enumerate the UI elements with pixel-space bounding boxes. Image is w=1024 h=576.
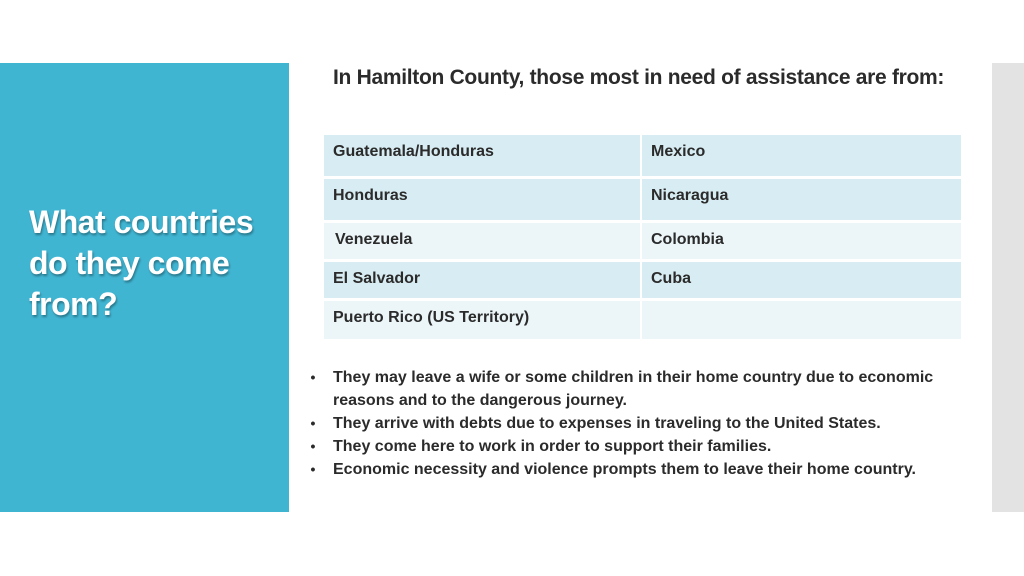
table-row — [324, 262, 963, 301]
right-strip — [992, 63, 1024, 512]
table-cell — [642, 301, 961, 339]
slide-title: What countries do they come from? — [29, 204, 254, 322]
table-cell: Guatemala/Honduras — [324, 135, 642, 176]
table-cell: Cuba — [642, 262, 961, 298]
list-item — [307, 435, 947, 458]
bullet-icon: • — [310, 369, 316, 385]
list-item — [307, 412, 947, 435]
table-row — [324, 223, 963, 262]
table-row — [324, 301, 963, 339]
table-cell: Nicaragua — [642, 179, 961, 220]
bullet-icon: • — [310, 438, 316, 454]
table-cell: Mexico — [642, 135, 961, 176]
list-item — [307, 458, 947, 481]
table-cell: El Salvador — [324, 262, 642, 298]
bullet-icon: • — [310, 415, 316, 431]
table-cell: Colombia — [642, 223, 961, 259]
bullet-icon: • — [310, 461, 316, 477]
table-cell: Honduras — [324, 179, 642, 220]
list-item-text: They come here to work in order to support their families. — [333, 438, 772, 455]
table-row — [324, 179, 963, 223]
list-item-text: They may leave a wife or some children in their home country due to economic reasons and to the dangerous journey. — [333, 369, 934, 409]
list-item-text: They arrive with debts due to expenses in traveling to the United States. — [333, 415, 881, 432]
list-item-text: Economic necessity and violence prompts them to leave their home country. — [333, 461, 916, 478]
list-item — [307, 366, 947, 412]
reasons-list — [307, 366, 947, 481]
content-heading: In Hamilton County, those most in need of assistance are from: — [333, 66, 945, 89]
table-cell: Venezuela — [324, 223, 642, 259]
table-row — [324, 135, 963, 179]
table-cell: Puerto Rico (US Territory) — [324, 301, 642, 339]
countries-table — [324, 135, 963, 339]
